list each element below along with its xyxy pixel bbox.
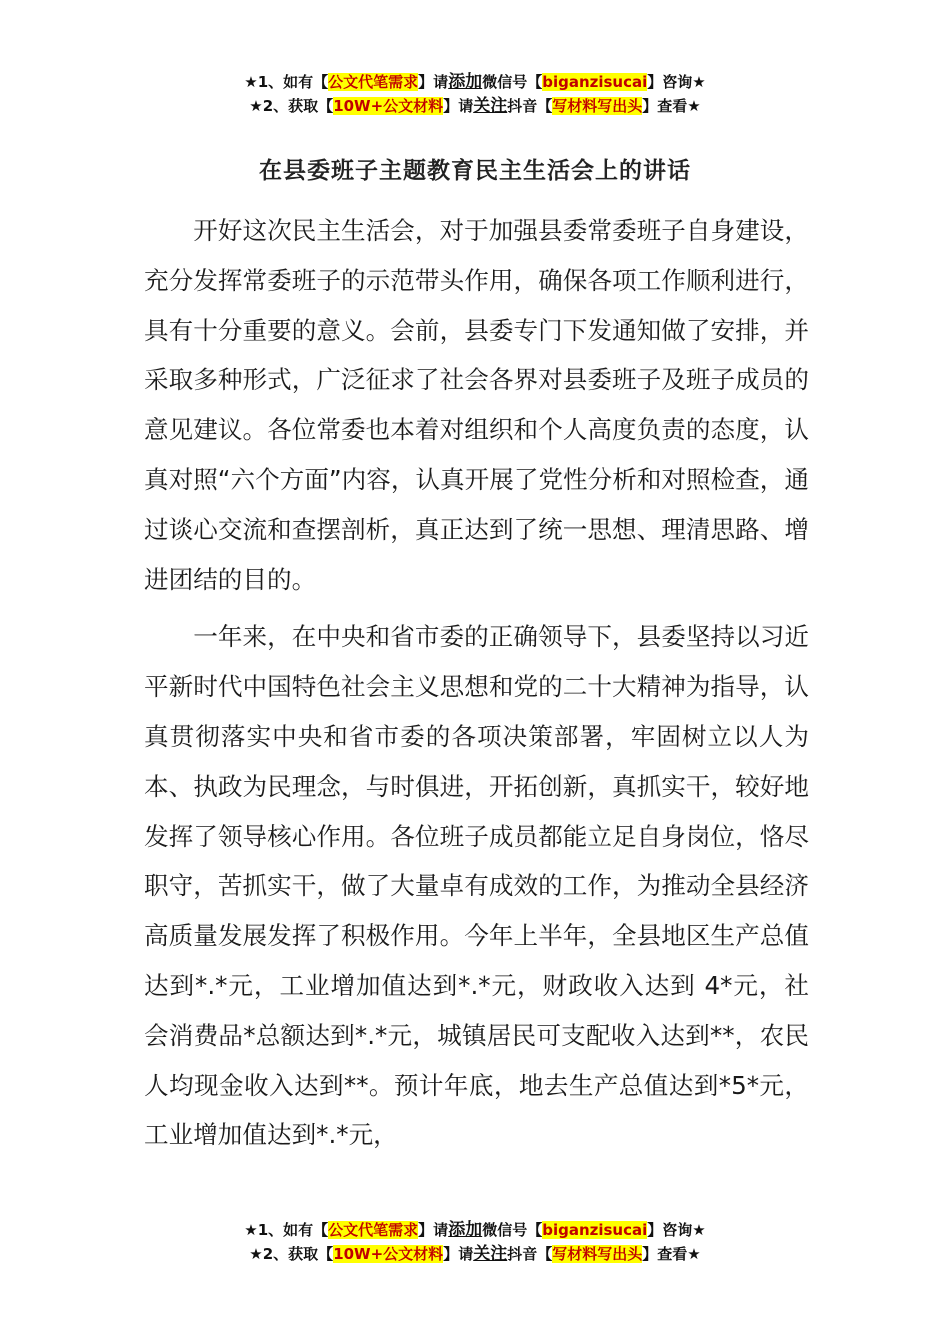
banner-text: 】请 <box>418 1221 449 1239</box>
banner-emphasis: 添加 <box>448 72 483 92</box>
banner-text: 微信号【 <box>482 73 543 91</box>
banner-text: ★1、如有【 <box>244 73 329 91</box>
banner-text: 】查看★ <box>642 97 701 115</box>
banner-emphasis: 关注 <box>473 1244 508 1264</box>
banner-text: ★1、如有【 <box>244 1221 329 1239</box>
banner-line-2 <box>0 94 950 118</box>
banner-highlight: 写材料写出头 <box>552 97 643 115</box>
banner-highlight: 公文代笔需求 <box>328 73 419 91</box>
document-title: 在县委班子主题教育民主生活会上的讲话 <box>259 158 691 184</box>
banner-highlight: 公文代笔需求 <box>328 1221 419 1239</box>
banner-text: 抖音【 <box>507 1245 553 1263</box>
banner-text: 】请 <box>443 97 474 115</box>
banner-text: 】请 <box>443 1245 474 1263</box>
banner-text: 】咨询★ <box>647 73 706 91</box>
banner-text: 】咨询★ <box>647 1221 706 1239</box>
banner-text: 微信号【 <box>482 1221 543 1239</box>
header-banner <box>0 70 950 118</box>
banner-highlight: biganzisucai <box>542 1221 648 1239</box>
banner-highlight: biganzisucai <box>542 73 648 91</box>
banner-emphasis: 关注 <box>473 96 508 116</box>
banner-text: 抖音【 <box>507 97 553 115</box>
banner-text: 】请 <box>418 73 449 91</box>
banner-highlight: 10W+公文材料 <box>333 97 444 115</box>
paragraph: 一年来，在中央和省市委的正确领导下，县委坚持以习近平新时代中国特色社会主义思想和党的二十大精神为指导，认真贯彻落实中央和省市委的各项决策部署，牢固树立以人为本、执政为民理念，与时俱进，开拓创新，真抓实干，较好地发挥了领导核心作用。各位班子成员都能立足自身岗位，恪尽职守，苦抓实干，做了大量卓有成效的工作，为推动全县经济高质量发展发挥了积极作用。今年上半年，全县地区生产总值达到*.*元，工业增加值达到*.*元，财政收入达到 4*元，社会消费品*总额达到*.*元，城镇居民可支配收入达到**，农民人均现金收入达到**。预计年底，地去生产总值达到*5*元，工业增加值达到*.*元， <box>144 622 809 1150</box>
banner-text: ★2、获取【 <box>249 1245 334 1263</box>
banner-line-1 <box>0 1218 950 1242</box>
footer-banner <box>0 1218 950 1266</box>
paragraph: 开好这次民主生活会，对于加强县委常委班子自身建设，充分发挥常委班子的示范带头作用，确保各项工作顺利进行，具有十分重要的意义。会前，县委专门下发通知做了安排，并采取多种形式，广泛征求了社会各界对县委班子及班子成员的意见建议。各位常委也本着对组织和个人高度负责的态度，认真对照“六个方面”内容，认真开展了党性分析和对照检查，通过谈心交流和查摆剖析，真正达到了统一思想、理清思路、增进团结的目的。 <box>144 216 809 594</box>
document-body <box>144 206 809 1160</box>
banner-text: 】查看★ <box>642 1245 701 1263</box>
banner-highlight: 写材料写出头 <box>552 1245 643 1263</box>
banner-emphasis: 添加 <box>448 1220 483 1240</box>
banner-highlight: 10W+公文材料 <box>333 1245 444 1263</box>
banner-text: ★2、获取【 <box>249 97 334 115</box>
banner-line-1 <box>0 70 950 94</box>
banner-line-2 <box>0 1242 950 1266</box>
